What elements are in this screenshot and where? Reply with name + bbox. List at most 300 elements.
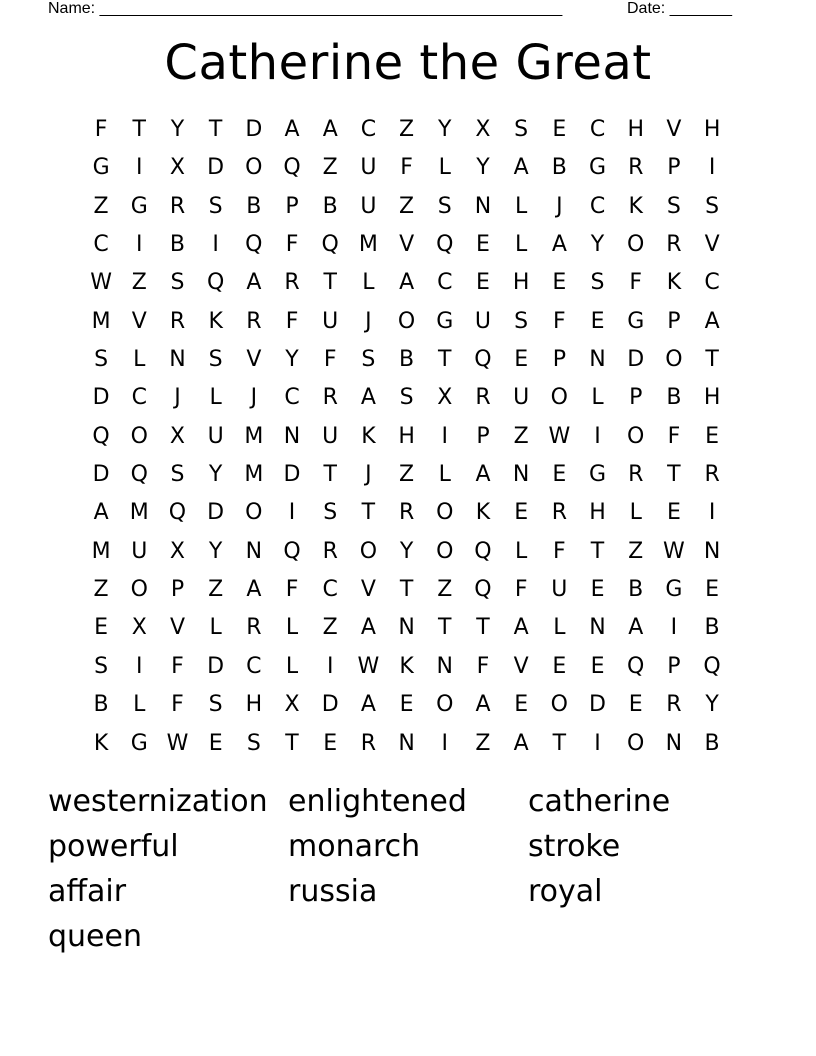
grid-letter: X xyxy=(475,117,491,142)
grid-letter: T xyxy=(399,577,414,603)
grid-letter: Z xyxy=(399,193,415,219)
grid-letter: W xyxy=(166,730,189,756)
grid-letter: L xyxy=(209,385,222,411)
grid-letter: A xyxy=(93,500,109,526)
grid-letter: K xyxy=(361,423,376,449)
grid-letter: F xyxy=(323,347,337,373)
grid-letter: C xyxy=(704,270,720,296)
grid-letter: F xyxy=(285,308,299,334)
grid-letter: H xyxy=(627,117,644,142)
grid-letter: V xyxy=(666,117,682,142)
grid-letter: E xyxy=(514,692,529,718)
grid-letter: P xyxy=(552,347,566,373)
grid-letter: N xyxy=(474,193,492,219)
grid-letter: K xyxy=(93,730,109,756)
grid-letter: N xyxy=(245,538,263,564)
grid-letter: M xyxy=(91,308,111,334)
grid-letter: S xyxy=(170,270,185,296)
grid-letter: F xyxy=(285,577,299,603)
word-list-item: westernization xyxy=(48,784,268,819)
grid-letter: T xyxy=(323,270,337,296)
grid-letter: N xyxy=(589,347,606,373)
grid-letter: K xyxy=(475,500,491,526)
grid-letter: F xyxy=(514,577,528,603)
grid-letter: C xyxy=(284,385,300,411)
grid-letter: A xyxy=(399,270,415,296)
grid-letter: T xyxy=(438,347,452,373)
grid-letter: Y xyxy=(438,117,452,142)
grid-letter: E xyxy=(399,692,414,718)
grid-letter: Z xyxy=(322,155,338,181)
grid-letter: B xyxy=(704,615,720,641)
grid-letter: O xyxy=(436,500,454,526)
grid-letter: P xyxy=(285,193,299,219)
grid-letter: R xyxy=(284,270,300,296)
grid-letter: Z xyxy=(399,117,415,142)
grid-letter: A xyxy=(246,577,262,603)
word-list-item: queen xyxy=(48,919,142,954)
grid-letter: E xyxy=(705,577,720,603)
grid-letter: A xyxy=(322,117,338,142)
grid-letter: H xyxy=(245,692,263,718)
grid-letter: G xyxy=(130,193,148,219)
grid-letter: B xyxy=(704,730,720,756)
grid-letter: R xyxy=(246,615,262,641)
grid-letter: N xyxy=(283,423,301,449)
grid-letter: B xyxy=(551,155,567,181)
grid-letter: L xyxy=(553,615,566,641)
grid-letter: A xyxy=(360,692,376,718)
grid-letter: E xyxy=(208,730,223,756)
word-list-item: enlightened xyxy=(288,784,467,819)
grid-letter: L xyxy=(133,692,146,718)
word-list-item: russia xyxy=(288,874,378,909)
grid-letter: P xyxy=(667,308,681,334)
grid-letter: E xyxy=(94,615,109,641)
grid-letter: F xyxy=(171,653,184,679)
grid-letter: R xyxy=(666,232,682,258)
grid-letter: L xyxy=(515,193,528,219)
grid-letter: Q xyxy=(703,653,721,679)
grid-letter: Q xyxy=(474,538,492,564)
grid-letter: O xyxy=(550,385,568,411)
grid-letter: B xyxy=(93,692,109,718)
grid-letter: M xyxy=(91,538,111,564)
grid-letter: T xyxy=(476,615,490,641)
grid-letter: U xyxy=(207,423,224,449)
grid-letter: C xyxy=(589,117,606,142)
grid-letter: L xyxy=(438,462,451,488)
grid-letter: S xyxy=(590,270,605,296)
grid-letter: V xyxy=(399,232,415,258)
grid-letter: X xyxy=(131,615,147,641)
grid-letter: A xyxy=(513,155,529,181)
grid-letter: B xyxy=(666,385,682,411)
grid-letter: S xyxy=(514,117,529,142)
grid-letter: A xyxy=(475,692,491,718)
grid-letter: G xyxy=(130,730,148,756)
grid-letter: U xyxy=(322,423,339,449)
grid-letter: Q xyxy=(283,538,301,564)
grid-letter: N xyxy=(398,615,415,641)
grid-letter: I xyxy=(594,730,601,756)
grid-letter: G xyxy=(627,308,645,334)
grid-letter: L xyxy=(209,615,222,641)
grid-letter: S xyxy=(361,347,376,373)
grid-letter: D xyxy=(589,692,606,718)
grid-letter: O xyxy=(397,308,416,334)
grid-letter: V xyxy=(360,577,376,603)
grid-letter: H xyxy=(589,500,606,526)
grid-letter: Q xyxy=(283,155,301,181)
grid-letter: N xyxy=(169,347,186,373)
grid-letter: Y xyxy=(285,347,299,373)
grid-letter: T xyxy=(438,615,452,641)
grid-letter: N xyxy=(589,615,606,641)
grid-letter: Q xyxy=(168,500,187,526)
grid-letter: O xyxy=(359,538,378,564)
grid-letter: U xyxy=(551,577,568,603)
grid-letter: B xyxy=(169,232,186,258)
grid-letter: S xyxy=(170,462,185,488)
grid-letter: S xyxy=(208,692,223,718)
grid-letter: N xyxy=(703,538,721,564)
grid-letter: I xyxy=(136,232,143,258)
grid-letter: R xyxy=(704,462,720,488)
grid-letter: I xyxy=(326,653,334,679)
grid-letter: A xyxy=(360,385,376,411)
grid-letter: N xyxy=(512,462,530,488)
grid-letter: I xyxy=(136,155,143,181)
grid-letter: Z xyxy=(93,577,109,603)
name-field-label: Name: ____________________________________________________ xyxy=(48,0,563,17)
grid-letter: A xyxy=(704,308,720,334)
grid-letter: Q xyxy=(627,653,645,679)
grid-letter: O xyxy=(130,577,148,603)
grid-letter: C xyxy=(93,232,109,258)
grid-letter: F xyxy=(400,155,413,181)
grid-letter: Z xyxy=(437,577,453,603)
grid-letter: U xyxy=(474,308,492,334)
grid-letter: Y xyxy=(208,462,223,488)
grid-letter: Q xyxy=(130,462,148,488)
grid-letter: R xyxy=(475,385,491,411)
grid-letter: B xyxy=(628,577,644,603)
grid-letter: N xyxy=(436,653,454,679)
grid-letter: Y xyxy=(170,117,185,142)
grid-letter: L xyxy=(133,347,146,373)
grid-letter: I xyxy=(441,730,449,756)
grid-letter: F xyxy=(94,117,108,142)
grid-letter: O xyxy=(665,347,683,373)
grid-letter: W xyxy=(90,270,112,296)
grid-letter: I xyxy=(288,500,296,526)
word-list-item: catherine xyxy=(528,784,671,819)
grid-letter: T xyxy=(667,462,681,488)
grid-letter: E xyxy=(590,577,605,603)
grid-letter: R xyxy=(551,500,567,526)
grid-letter: O xyxy=(627,232,645,258)
grid-letter: P xyxy=(667,653,681,679)
grid-letter: T xyxy=(361,500,376,526)
grid-letter: F xyxy=(629,270,643,296)
grid-letter: Q xyxy=(321,232,339,258)
word-list-item: powerful xyxy=(48,829,179,864)
grid-letter: T xyxy=(208,117,223,142)
grid-letter: E xyxy=(552,653,567,679)
grid-letter: Z xyxy=(513,423,529,449)
grid-letter: M xyxy=(244,462,264,488)
grid-letter: R xyxy=(169,193,186,219)
grid-letter: G xyxy=(589,155,607,181)
grid-letter: O xyxy=(130,423,148,449)
grid-letter: C xyxy=(360,117,377,142)
grid-letter: L xyxy=(515,538,528,564)
grid-letter: P xyxy=(170,577,185,603)
grid-letter: B xyxy=(322,193,338,219)
grid-letter: F xyxy=(476,653,490,679)
grid-letter: Q xyxy=(474,347,492,373)
grid-letter: W xyxy=(548,423,571,449)
grid-letter: H xyxy=(512,270,530,296)
grid-letter: K xyxy=(628,193,643,219)
grid-letter: L xyxy=(591,385,604,411)
grid-letter: E xyxy=(552,117,567,142)
grid-letter: A xyxy=(284,117,300,142)
grid-letter: S xyxy=(666,193,681,219)
date-field-label: Date: _______ xyxy=(627,0,732,17)
grid-letter: P xyxy=(476,423,490,449)
grid-letter: L xyxy=(285,653,299,679)
grid-letter: L xyxy=(285,615,299,641)
grid-letter: M xyxy=(358,232,378,258)
grid-letter: C xyxy=(131,385,147,411)
grid-letter: Y xyxy=(476,155,490,181)
grid-letter: U xyxy=(360,193,377,219)
grid-letter: J xyxy=(174,385,181,411)
grid-letter: Q xyxy=(206,270,225,296)
grid-letter: S xyxy=(208,347,223,373)
grid-letter: E xyxy=(705,423,720,449)
grid-letter: U xyxy=(131,538,148,564)
grid-letter: J xyxy=(365,462,372,488)
grid-letter: G xyxy=(436,308,454,334)
grid-letter: F xyxy=(667,423,681,449)
grid-letter: Y xyxy=(590,232,605,258)
grid-letter: E xyxy=(552,270,567,296)
grid-letter: T xyxy=(552,730,567,756)
grid-letter: A xyxy=(513,615,529,641)
grid-letter: B xyxy=(246,193,262,219)
grid-letter: S xyxy=(437,193,452,219)
word-list-item: stroke xyxy=(528,829,621,864)
grid-letter: R xyxy=(322,538,338,564)
grid-letter: S xyxy=(514,308,529,334)
grid-letter: D xyxy=(207,155,225,181)
grid-letter: S xyxy=(94,653,109,679)
grid-letter: Z xyxy=(208,577,224,603)
grid-letter: V xyxy=(169,615,185,641)
grid-letter: C xyxy=(437,270,453,296)
grid-letter: M xyxy=(129,500,149,526)
grid-letter: O xyxy=(627,730,645,756)
grid-letter: T xyxy=(705,347,719,373)
grid-letter: X xyxy=(169,155,185,181)
grid-letter: L xyxy=(629,500,642,526)
grid-letter: E xyxy=(514,500,529,526)
grid-letter: I xyxy=(670,615,678,641)
grid-letter: E xyxy=(476,232,490,258)
grid-letter: D xyxy=(207,653,225,679)
grid-letter: Q xyxy=(245,232,263,258)
grid-letter: L xyxy=(362,270,375,296)
grid-letter: A xyxy=(513,730,529,756)
grid-letter: G xyxy=(589,462,607,488)
grid-letter: D xyxy=(92,462,110,488)
grid-letter: Y xyxy=(705,692,719,718)
grid-letter: R xyxy=(628,155,644,181)
grid-letter: O xyxy=(245,500,263,526)
grid-letter: V xyxy=(131,308,147,334)
grid-letter: P xyxy=(667,155,681,181)
word-list xyxy=(48,779,768,959)
header-line xyxy=(48,0,748,20)
grid-letter: S xyxy=(399,385,414,411)
grid-letter: Z xyxy=(475,730,491,756)
grid-letter: S xyxy=(705,193,720,219)
grid-letter: R xyxy=(666,692,682,718)
grid-letter: B xyxy=(399,347,415,373)
grid-letter: N xyxy=(665,730,683,756)
grid-letter: O xyxy=(245,155,263,181)
grid-letter: A xyxy=(246,270,262,296)
grid-letter: I xyxy=(708,500,716,526)
grid-letter: X xyxy=(437,385,453,411)
grid-letter: V xyxy=(704,232,720,258)
grid-letter: Z xyxy=(131,270,147,296)
grid-letter: R xyxy=(398,500,415,526)
grid-letter: X xyxy=(169,538,185,564)
grid-letter: D xyxy=(627,347,645,373)
grid-letter: D xyxy=(321,692,339,718)
grid-letter: M xyxy=(244,423,264,449)
grid-letter: R xyxy=(246,308,262,334)
grid-letter: R xyxy=(628,462,644,488)
grid-letter: T xyxy=(323,462,337,488)
grid-letter: I xyxy=(708,155,716,181)
grid-letter: S xyxy=(94,347,109,373)
grid-letter: E xyxy=(590,308,605,334)
grid-letter: U xyxy=(513,385,530,411)
grid-letter: A xyxy=(475,462,491,488)
grid-letter: K xyxy=(399,653,414,679)
grid-letter: U xyxy=(360,155,377,181)
grid-letter: A xyxy=(551,232,567,258)
grid-letter: O xyxy=(436,692,454,718)
grid-letter: I xyxy=(212,232,219,258)
grid-letter: Y xyxy=(208,538,223,564)
grid-letter: E xyxy=(590,653,605,679)
grid-letter: K xyxy=(666,270,682,296)
grid-letter: X xyxy=(169,423,185,449)
grid-letter: C xyxy=(246,653,262,679)
grid-letter: Q xyxy=(436,232,454,258)
grid-letter: W xyxy=(663,538,685,564)
grid-letter: H xyxy=(703,117,721,142)
word-list-item: monarch xyxy=(288,829,421,864)
grid-letter: J xyxy=(556,193,563,219)
grid-letter: L xyxy=(438,155,451,181)
grid-letter: E xyxy=(628,692,643,718)
grid-letter: Z xyxy=(628,538,644,564)
grid-letter: Q xyxy=(92,423,110,449)
word-list-item: affair xyxy=(48,874,127,909)
grid-letter: R xyxy=(169,308,186,334)
grid-letter: I xyxy=(136,653,143,679)
grid-letter: E xyxy=(476,270,490,296)
grid-letter: D xyxy=(245,117,263,142)
grid-letter: D xyxy=(283,462,301,488)
grid-letter: G xyxy=(92,155,110,181)
grid-letter: U xyxy=(322,308,339,334)
grid-letter: O xyxy=(436,538,454,564)
grid-letter: S xyxy=(246,730,261,756)
grid-letter: F xyxy=(553,538,566,564)
grid-letter: O xyxy=(550,692,568,718)
grid-letter: G xyxy=(665,577,683,603)
grid-letter: Q xyxy=(474,577,492,603)
grid-letter: E xyxy=(552,462,567,488)
grid-letter: T xyxy=(132,117,146,142)
grid-letter: I xyxy=(441,423,449,449)
grid-letter: I xyxy=(594,423,601,449)
grid-letter: E xyxy=(666,500,681,526)
grid-letter: L xyxy=(515,232,528,258)
grid-letter: S xyxy=(323,500,338,526)
grid-letter: K xyxy=(208,308,223,334)
grid-letter: R xyxy=(322,385,338,411)
grid-letter: R xyxy=(360,730,377,756)
grid-letter: J xyxy=(365,308,372,334)
grid-letter: F xyxy=(553,308,566,334)
grid-letter: E xyxy=(323,730,338,756)
grid-letter: T xyxy=(285,730,299,756)
grid-letter: E xyxy=(514,347,529,373)
grid-letter: N xyxy=(398,730,415,756)
grid-letter: H xyxy=(398,423,415,449)
grid-letter: D xyxy=(207,500,225,526)
grid-letter: P xyxy=(629,385,643,411)
grid-letter: J xyxy=(250,385,258,411)
grid-letter: W xyxy=(357,653,380,679)
grid-letter: H xyxy=(703,385,721,411)
grid-letter: C xyxy=(322,577,338,603)
grid-letter: T xyxy=(590,538,605,564)
grid-letter: V xyxy=(513,653,529,679)
grid-letter: A xyxy=(360,615,376,641)
grid-letter: A xyxy=(628,615,644,641)
grid-letter: O xyxy=(627,423,645,449)
grid-letter: Y xyxy=(399,538,414,564)
grid-letter: V xyxy=(246,347,262,373)
grid-letter: X xyxy=(284,692,300,718)
letter-grid xyxy=(82,111,732,763)
grid-letter: D xyxy=(92,385,110,411)
grid-letter: Z xyxy=(399,462,415,488)
grid-letter: S xyxy=(208,193,223,219)
grid-letter: C xyxy=(589,193,606,219)
grid-letter: Z xyxy=(93,193,109,219)
